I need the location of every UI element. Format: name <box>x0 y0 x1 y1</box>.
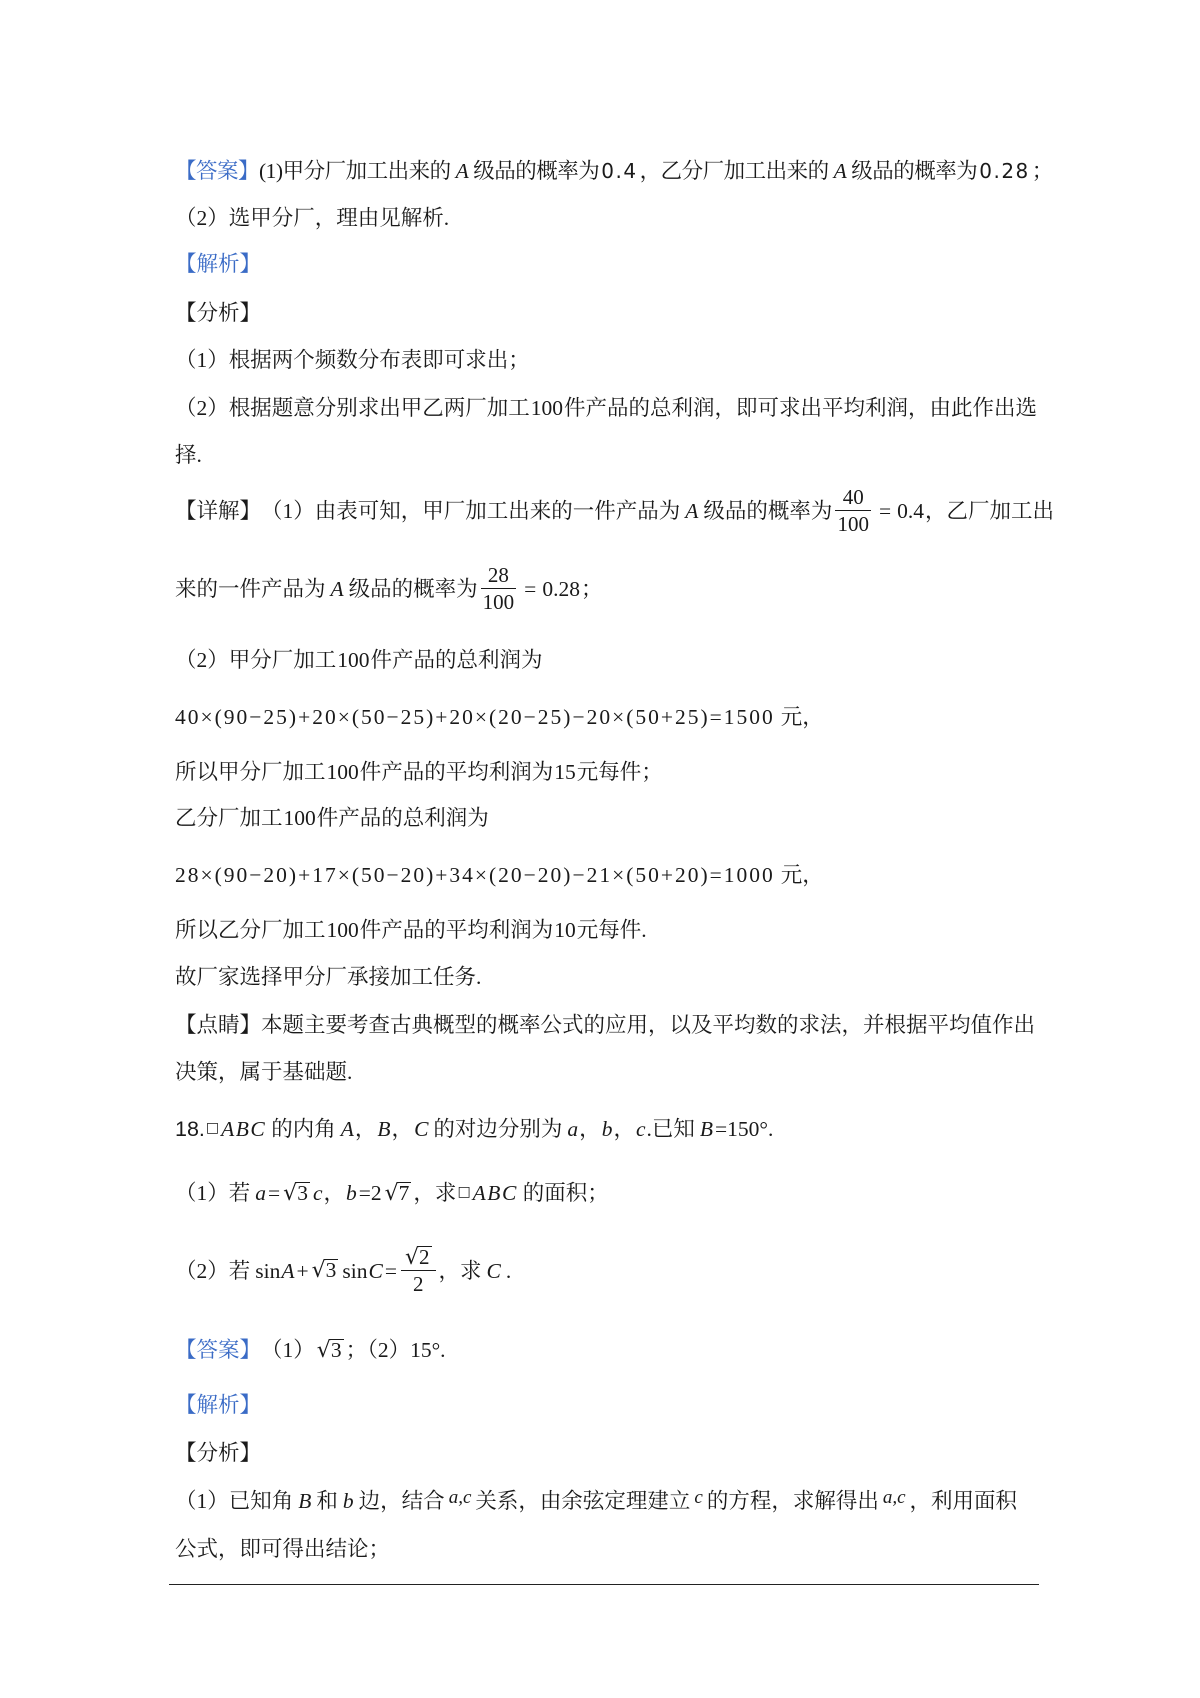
angle-value: =150°. <box>715 1117 774 1141</box>
radicand: 2 <box>419 1245 430 1269</box>
q17-detail-jia-average <box>175 757 663 787</box>
solution-label: 【解析】 <box>175 252 262 276</box>
var-c: c <box>694 1487 703 1508</box>
footer-rule <box>169 1584 1039 1585</box>
q18-analysis-item-1-cont <box>175 1534 390 1564</box>
analysis-text: 边，结合 <box>358 1489 445 1513</box>
detail-text: （2）甲分厂加工 <box>175 648 337 672</box>
question-text: . <box>505 1258 512 1283</box>
var-b: b <box>342 1489 354 1513</box>
answer-label: 【答案】 <box>175 159 260 183</box>
detail-text: 件产品的平均利润为 <box>359 760 554 784</box>
q18-analysis-item-1 <box>175 1486 1017 1516</box>
radical-sign: √ <box>405 1245 420 1270</box>
remark-text: 决策，属于基础题. <box>175 1060 353 1084</box>
detail-text: 所以乙分厂加工 <box>175 918 326 942</box>
equals-sign: = <box>524 576 537 601</box>
q18-part-1 <box>175 1178 609 1208</box>
triangle-symbol: □ <box>457 1184 471 1200</box>
var-a: a <box>567 1117 579 1141</box>
analysis-text: 关系，由余弦定理建立 <box>475 1489 691 1513</box>
analysis-text: 和 <box>316 1489 338 1513</box>
q17-remark-line-2 <box>175 1057 352 1087</box>
q17-analysis-item-2 <box>175 393 1037 423</box>
answer-text: （1） <box>261 1338 315 1362</box>
fraction-denominator: 100 <box>837 512 869 536</box>
answer-text: 级品的概率为 <box>851 159 978 183</box>
q17-analysis-item-1 <box>175 345 530 375</box>
answer-text: （2）选甲分厂，理由见解析. <box>175 206 450 230</box>
detail-text: 乙分厂加工 <box>175 806 283 830</box>
var-B: B <box>699 1117 714 1141</box>
question-text: ，求 <box>413 1181 457 1205</box>
var-a-c: a,c <box>448 1487 472 1508</box>
question-text: ， <box>323 1181 345 1205</box>
detail-text: 级品的概率为 <box>348 576 478 601</box>
detail-text: 故厂家选择甲分厂承接加工任务. <box>175 965 482 989</box>
grade-a-variable: A <box>455 159 469 183</box>
average-profit: 15 <box>554 760 576 784</box>
fraction-40-100 <box>835 484 871 537</box>
q18-answer <box>175 1335 446 1365</box>
q18-analysis-heading <box>175 1438 261 1468</box>
product-count: 100 <box>326 760 359 784</box>
radicand: 7 <box>398 1180 410 1205</box>
product-count: 100 <box>337 648 370 672</box>
probability-value: 0.4 <box>897 498 924 523</box>
var-a: a <box>255 1181 267 1205</box>
analysis-text: （1）已知角 <box>175 1489 294 1513</box>
analysis-label: 【分析】 <box>175 1441 262 1465</box>
detail-text: 所以甲分厂加工 <box>175 760 326 784</box>
analysis-text: 公式，即可得出结论； <box>175 1537 391 1561</box>
question-number: 18. <box>175 1117 205 1141</box>
remark-label: 【点睛】 <box>175 1013 262 1037</box>
analysis-text: （1）根据两个频数分布表即可求出； <box>175 348 530 372</box>
radical-sign: √ <box>283 1180 298 1206</box>
radicand: 3 <box>330 1337 342 1362</box>
detail-text: 级品的概率为 <box>703 498 833 523</box>
var-c: c <box>635 1117 646 1141</box>
q17-answer-line-2 <box>175 203 449 233</box>
var-b: b <box>601 1117 613 1141</box>
average-profit: 10 <box>554 918 576 942</box>
radical-sign: √ <box>311 1258 326 1283</box>
q17-analysis-heading <box>175 298 261 328</box>
q18-solution-heading <box>175 1390 261 1420</box>
stem-text: ， <box>579 1117 601 1141</box>
q17-analysis-item-2-cont <box>175 440 202 470</box>
detail-text: 件产品的平均利润为 <box>359 918 554 942</box>
fraction-numerator: 28 <box>487 563 509 587</box>
var-a-c: a,c <box>882 1487 906 1508</box>
analysis-label: 【分析】 <box>175 301 262 325</box>
triangle-name: ABC <box>221 1117 267 1141</box>
var-A: A <box>340 1117 354 1141</box>
product-count: 100 <box>283 806 316 830</box>
detail-text: 件产品的总利润为 <box>370 648 543 672</box>
stem-text: .已知 <box>646 1117 695 1141</box>
radical-sign: √ <box>384 1180 399 1206</box>
var-C: C <box>486 1258 501 1283</box>
equals-sign: = <box>878 498 892 523</box>
fraction-sqrt2-over-2 <box>401 1244 436 1297</box>
sin-function: sin <box>342 1258 368 1283</box>
detail-text: 来的一件产品为 <box>175 576 326 601</box>
answer-text: (1)甲分厂加工出来的 <box>259 159 451 183</box>
q17-detail-line-1 <box>175 484 1054 537</box>
remark-text: 本题主要考查古典概型的概率公式的应用，以及平均数的求法，并根据平均值作出 <box>261 1013 1036 1037</box>
answer-label: 【答案】 <box>175 1338 262 1362</box>
triangle-name: ABC <box>472 1181 518 1205</box>
triangle-symbol: □ <box>205 1120 220 1136</box>
q17-detail-yi-average <box>175 915 647 945</box>
detail-text: ； <box>580 576 603 601</box>
coefficient: =2 <box>358 1181 382 1205</box>
question-text: （2）若 <box>175 1258 251 1283</box>
analysis-text: 的方程，求解得出 <box>706 1489 879 1513</box>
grade-a-variable: A <box>685 498 699 523</box>
sin-function: sin <box>255 1258 281 1283</box>
detail-text: 件产品的总利润为 <box>316 806 489 830</box>
radicand: 3 <box>325 1258 337 1282</box>
question-text: 的面积； <box>522 1181 609 1205</box>
q17-detail-jia-intro <box>175 645 543 675</box>
q17-solution-heading <box>175 249 261 279</box>
var-B: B <box>298 1489 312 1513</box>
detail-text: ，乙厂加工出 <box>924 498 1054 523</box>
equals-sign: = <box>268 1181 281 1205</box>
analysis-text: 件产品的总利润，即可求出平均利润，由此作出选 <box>564 396 1038 420</box>
analysis-text: ，利用面积 <box>909 1489 1018 1513</box>
grade-a-variable: A <box>330 576 344 601</box>
var-A: A <box>281 1258 295 1283</box>
fraction-numerator <box>401 1244 436 1270</box>
fraction-numerator: 40 <box>842 485 864 509</box>
q17-remark-line-1 <box>175 1010 1035 1040</box>
detail-text: 元每件； <box>576 760 663 784</box>
radical-sign: √ <box>316 1337 331 1363</box>
probability-value: 0.28 <box>542 576 580 601</box>
sqrt-expression <box>403 1246 434 1269</box>
solution-label: 【解析】 <box>175 1393 262 1417</box>
profit-expression: 28×(90−20)+17×(50−20)+34×(20−20)−21×(50+20)=1000 <box>175 863 775 887</box>
fraction-28-100 <box>481 562 517 615</box>
stem-text: ， <box>391 1117 414 1141</box>
var-b: b <box>346 1181 357 1205</box>
product-count: 100 <box>530 396 564 420</box>
grade-a-variable: A <box>833 159 847 183</box>
q18-part-2 <box>175 1244 511 1297</box>
answer-text: ；（2）15°. <box>345 1338 446 1362</box>
q17-detail-conclusion <box>175 962 481 992</box>
q17-detail-line-2 <box>175 562 602 615</box>
sqrt-expression <box>315 1339 346 1362</box>
q17-detail-yi-expression <box>175 860 824 890</box>
var-C: C <box>368 1258 383 1283</box>
var-C: C <box>414 1117 429 1141</box>
stem-text: 的内角 <box>271 1117 336 1141</box>
stem-text: ， <box>354 1117 377 1141</box>
product-count: 100 <box>326 918 359 942</box>
fraction-denominator: 2 <box>401 1270 436 1297</box>
radicand: 3 <box>297 1180 308 1205</box>
detail-text: （1）由表可知，甲厂加工出来的一件产品为 <box>261 498 681 523</box>
analysis-text: 择. <box>175 443 202 467</box>
sqrt-expression <box>310 1259 341 1282</box>
profit-expression: 40×(90−25)+20×(50−25)+20×(20−25)−20×(50+25)=1500 <box>175 705 775 729</box>
fraction-denominator: 100 <box>482 590 515 614</box>
stem-text: 的对边分别为 <box>433 1117 563 1141</box>
unit-text: 元， <box>780 705 824 729</box>
sqrt-expression <box>383 1182 414 1205</box>
question-text: ，求 <box>438 1258 482 1283</box>
q17-detail-yi-intro <box>175 803 489 833</box>
unit-text: 元， <box>780 863 824 887</box>
answer-text: ，乙分厂加工出来的 <box>639 159 829 183</box>
equals-sign: = <box>384 1258 397 1283</box>
answer-text: 级品的概率为 <box>473 159 600 183</box>
q18-stem <box>175 1114 774 1144</box>
probability-yi: 0.28 <box>979 159 1030 183</box>
var-c: c <box>312 1181 323 1205</box>
analysis-text: （2）根据题意分别求出甲乙两厂加工 <box>175 396 530 420</box>
var-B: B <box>377 1117 391 1141</box>
detail-text: 元每件. <box>576 918 647 942</box>
detail-label: 【详解】 <box>175 498 262 523</box>
question-text: （1）若 <box>175 1181 251 1205</box>
q17-answer-line-1 <box>175 156 1053 186</box>
probability-jia: 0.4 <box>601 159 638 183</box>
plus-sign: + <box>296 1258 309 1283</box>
answer-text: ； <box>1031 159 1053 183</box>
stem-text: ， <box>613 1117 635 1141</box>
sqrt-expression <box>281 1182 312 1205</box>
q17-detail-jia-expression <box>175 702 824 732</box>
